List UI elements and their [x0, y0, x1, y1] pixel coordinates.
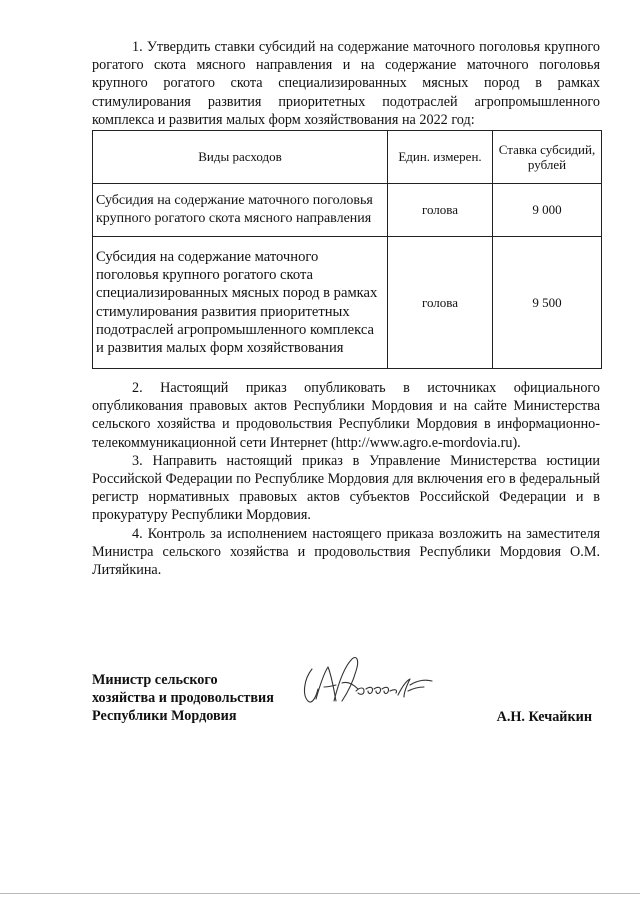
table-row: [93, 184, 602, 237]
table-header-row: [93, 131, 602, 184]
signatory-title: [92, 671, 274, 725]
signatory-title-line: Республики Мордовия: [92, 708, 237, 724]
paragraph-3: 3. Направить настоящий приказ в Управление Министерства юстиции Российской Федерации по Республике Мордовия для включения его в федеральный регистр нормативных правовых актов субъектов Российской Федерации и в прокуратуру Республики Мордовия.: [92, 452, 600, 524]
signatory-title-line: хозяйства и продовольствия: [92, 690, 274, 706]
header-unit: Един. измерен.: [388, 131, 493, 184]
spacer: [92, 369, 600, 379]
table-row: [93, 237, 602, 369]
page-bottom-divider: [0, 893, 640, 894]
paragraph-1: 1. Утвердить ставки субсидий на содержание маточного поголовья крупного рогатого скота мясного направления и на содержание маточного поголовья крупного рогатого скота специализированных мясных пород в рамках стимулирования развития приоритетных подотраслей агропромышленного комплекса и развития малых форм хозяйствования на 2022 год:: [92, 39, 600, 128]
signatory-title-line: Министр сельского: [92, 672, 218, 688]
row-2-expense-type: Субсидия на содержание маточного поголовья крупного рогатого скота специализированных мясных пород в рамках стимулирования развития приоритетных подотраслей агропромышленного комплекса и развития малых форм хозяйствования: [93, 237, 388, 369]
row-2-rate: 9 500: [493, 237, 602, 369]
paragraph-2: 2. Настоящий приказ опубликовать в источниках официального опубликования правовых актов Республики Мордовия и на сайте Министерства сельского хозяйства и продовольствия Республики Мордовия в информационно-телекоммуникационной сети Интернет (http://www.agro.e-mordovia.ru).: [92, 380, 600, 451]
document-body: [92, 38, 600, 579]
signatory-name: А.Н. Кечайкин: [496, 709, 592, 725]
paragraph-4: 4. Контроль за исполнением настоящего приказа возложить на заместителя Министра сельского хозяйства и продовольствия Республики Мордовия О.М. Литяйкина.: [92, 525, 600, 579]
header-expense-type: Виды расходов: [93, 131, 388, 184]
header-rate: Ставка субсидий, рублей: [493, 131, 602, 184]
handwritten-signature-icon: [298, 651, 438, 717]
signature-block: [92, 671, 600, 731]
row-1-unit: голова: [388, 184, 493, 237]
subsidy-rates-table: [92, 130, 602, 369]
row-1-rate: 9 000: [493, 184, 602, 237]
row-2-unit: голова: [388, 237, 493, 369]
row-1-expense-type: Субсидия на содержание маточного поголовья крупного рогатого скота мясного направления: [93, 184, 388, 237]
